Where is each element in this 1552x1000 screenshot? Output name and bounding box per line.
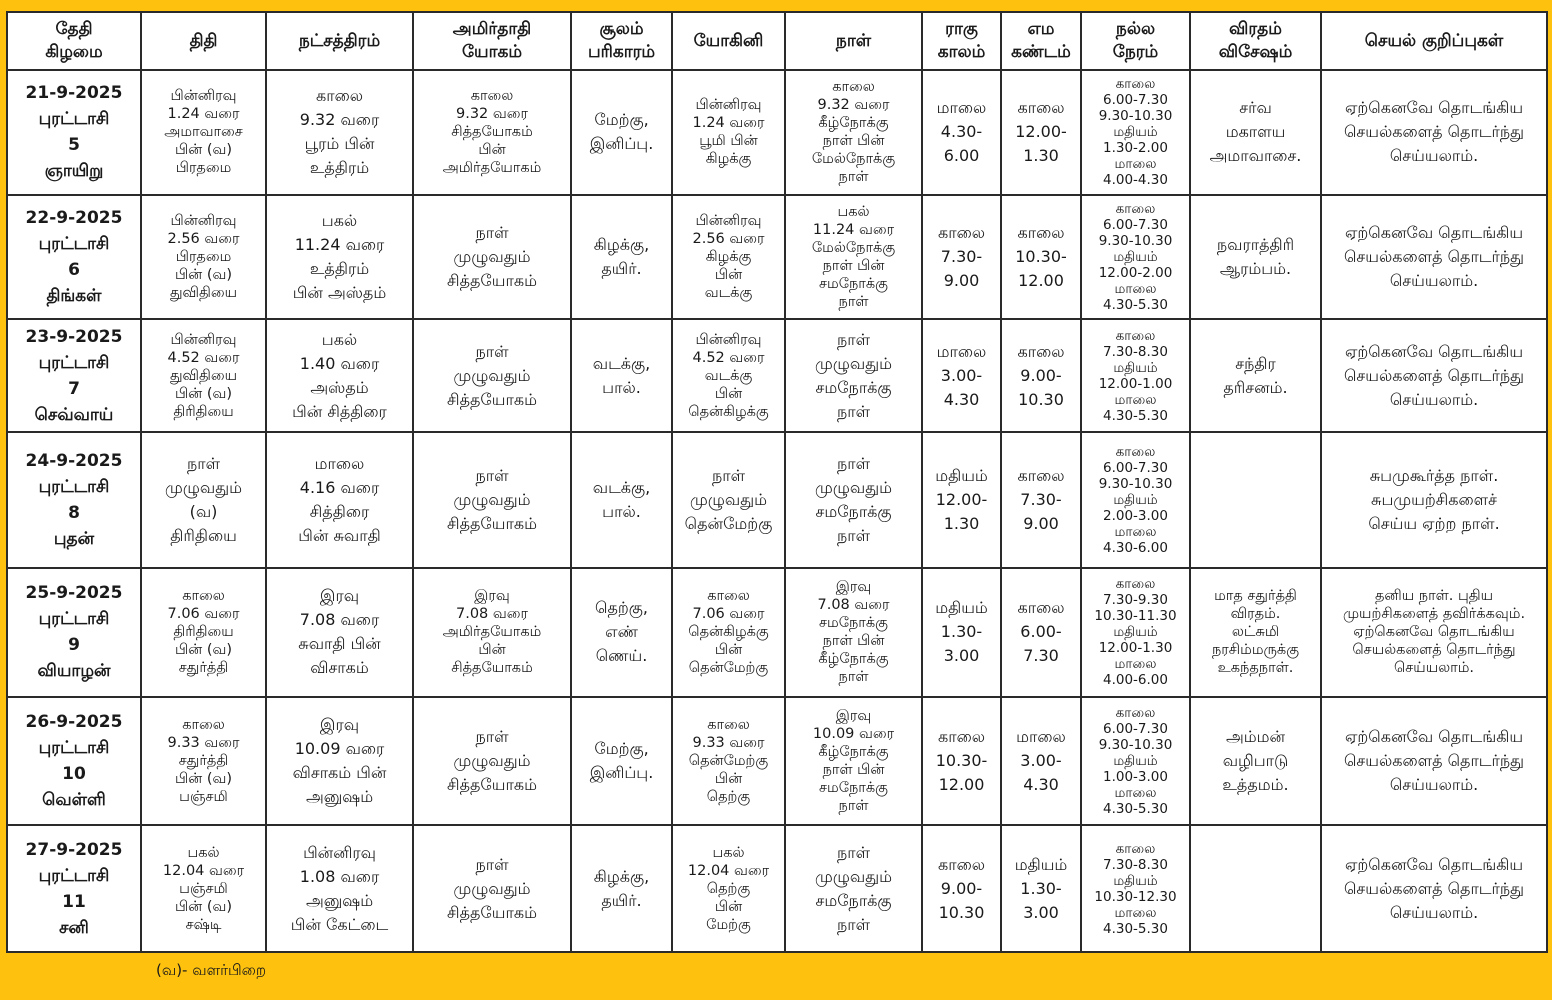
notes-cell: ஏற்கெனவே தொடங்கிய செயல்களைத் தொடர்ந்து செய்யலாம். <box>1321 70 1547 195</box>
ema-cell: காலை 10.30- 12.00 <box>1001 195 1081 320</box>
viratham-cell: சந்திர தரிசனம். <box>1190 319 1321 432</box>
footnote: (வ)- வளர்பிறை <box>156 961 267 979</box>
ema-cell: காலை 6.00- 7.30 <box>1001 568 1081 697</box>
yogini-cell: காலை 9.33 வரை தென்மேற்கு பின் தெற்கு <box>672 697 785 826</box>
date-cell: 25-9-2025 புரட்டாசி 9 வியாழன் <box>7 568 141 697</box>
header-nalla: நல்ல நேரம் <box>1081 12 1190 70</box>
header-soolam: சூலம் பரிகாரம் <box>571 12 672 70</box>
viratham-cell: அம்மன் வழிபாடு உத்தமம். <box>1190 697 1321 826</box>
date-cell: 26-9-2025 புரட்டாசி 10 வெள்ளி <box>7 697 141 826</box>
rahu-cell: காலை 7.30- 9.00 <box>922 195 1001 320</box>
header-row <box>7 12 1547 70</box>
viratham-cell <box>1190 825 1321 952</box>
viratham-cell: சர்வ மகாளய அமாவாசை. <box>1190 70 1321 195</box>
yogini-cell: பின்னிரவு 4.52 வரை வடக்கு பின் தென்கிழக்கு <box>672 319 785 432</box>
yogam-cell: நாள் முழுவதும் சித்தயோகம் <box>413 825 571 952</box>
table-row <box>7 697 1547 826</box>
naal-cell: காலை 9.32 வரை கீழ்நோக்கு நாள் பின் மேல்நோக்கு நாள் <box>785 70 922 195</box>
panchangam-table <box>6 11 1548 953</box>
thithi-cell: பின்னிரவு 4.52 வரை துவிதியை பின் (வ) திரிதியை <box>141 319 266 432</box>
nakshatra-cell: இரவு 10.09 வரை விசாகம் பின் அனுஷம் <box>266 697 413 826</box>
viratham-cell: நவராத்திரி ஆரம்பம். <box>1190 195 1321 320</box>
table-row <box>7 825 1547 952</box>
nalla-neram-cell: காலை 6.00-7.30 9.30-10.30 மதியம் 2.00-3.00 மாலை 4.30-6.00 <box>1081 432 1190 568</box>
ema-cell: மாலை 3.00- 4.30 <box>1001 697 1081 826</box>
soolam-cell: தெற்கு, எண் ணெய். <box>571 568 672 697</box>
nakshatra-cell: பகல் 1.40 வரை அஸ்தம் பின் சித்திரை <box>266 319 413 432</box>
thithi-cell: நாள் முழுவதும் (வ) திரிதியை <box>141 432 266 568</box>
thithi-cell: பின்னிரவு 1.24 வரை அமாவாசை பின் (வ) பிரதமை <box>141 70 266 195</box>
date-cell: 22-9-2025 புரட்டாசி 6 திங்கள் <box>7 195 141 320</box>
header-rahu: ராகு காலம் <box>922 12 1001 70</box>
header-yogam: அமிர்தாதி யோகம் <box>413 12 571 70</box>
naal-cell: பகல் 11.24 வரை மேல்நோக்கு நாள் பின் சமநோக்கு நாள் <box>785 195 922 320</box>
naal-cell: நாள் முழுவதும் சமநோக்கு நாள் <box>785 432 922 568</box>
header-yogini: யோகினி <box>672 12 785 70</box>
table-row <box>7 568 1547 697</box>
ema-cell: காலை 12.00- 1.30 <box>1001 70 1081 195</box>
naal-cell: நாள் முழுவதும் சமநோக்கு நாள் <box>785 319 922 432</box>
notes-cell: தனிய நாள். புதிய முயற்சிகளைத் தவிர்க்கவும். ஏற்கெனவே தொடங்கிய செயல்களைத் தொடர்ந்து செய்யலாம். <box>1321 568 1547 697</box>
yogini-cell: பின்னிரவு 1.24 வரை பூமி பின் கிழக்கு <box>672 70 785 195</box>
nalla-neram-cell: காலை 7.30-8.30 மதியம் 12.00-1.00 மாலை 4.30-5.30 <box>1081 319 1190 432</box>
ema-cell: மதியம் 1.30- 3.00 <box>1001 825 1081 952</box>
soolam-cell: மேற்கு, இனிப்பு. <box>571 70 672 195</box>
nakshatra-cell: பின்னிரவு 1.08 வரை அனுஷம் பின் கேட்டை <box>266 825 413 952</box>
yogam-cell: நாள் முழுவதும் சித்தயோகம் <box>413 432 571 568</box>
thithi-cell: காலை 7.06 வரை திரிதியை பின் (வ) சதுர்த்தி <box>141 568 266 697</box>
table-row <box>7 195 1547 320</box>
header-thithi: திதி <box>141 12 266 70</box>
naal-cell: நாள் முழுவதும் சமநோக்கு நாள் <box>785 825 922 952</box>
nalla-neram-cell: காலை 6.00-7.30 9.30-10.30 மதியம் 1.00-3.00 மாலை 4.30-5.30 <box>1081 697 1190 826</box>
header-viratham: விரதம் விசேஷம் <box>1190 12 1321 70</box>
rahu-cell: மதியம் 12.00- 1.30 <box>922 432 1001 568</box>
header-notes: செயல் குறிப்புகள் <box>1321 12 1547 70</box>
soolam-cell: மேற்கு, இனிப்பு. <box>571 697 672 826</box>
ema-cell: காலை 9.00- 10.30 <box>1001 319 1081 432</box>
nalla-neram-cell: காலை 7.30-8.30 மதியம் 10.30-12.30 மாலை 4.30-5.30 <box>1081 825 1190 952</box>
thithi-cell: காலை 9.33 வரை சதுர்த்தி பின் (வ) பஞ்சமி <box>141 697 266 826</box>
date-cell: 23-9-2025 புரட்டாசி 7 செவ்வாய் <box>7 319 141 432</box>
naal-cell: இரவு 10.09 வரை கீழ்நோக்கு நாள் பின் சமநோக்கு நாள் <box>785 697 922 826</box>
date-cell: 27-9-2025 புரட்டாசி 11 சனி <box>7 825 141 952</box>
rahu-cell: மதியம் 1.30- 3.00 <box>922 568 1001 697</box>
soolam-cell: வடக்கு, பால். <box>571 432 672 568</box>
yogini-cell: பின்னிரவு 2.56 வரை கிழக்கு பின் வடக்கு <box>672 195 785 320</box>
nakshatra-cell: இரவு 7.08 வரை சுவாதி பின் விசாகம் <box>266 568 413 697</box>
notes-cell: ஏற்கெனவே தொடங்கிய செயல்களைத் தொடர்ந்து செய்யலாம். <box>1321 697 1547 826</box>
header-ema: எம கண்டம் <box>1001 12 1081 70</box>
naal-cell: இரவு 7.08 வரை சமநோக்கு நாள் பின் கீழ்நோக்கு நாள் <box>785 568 922 697</box>
yogam-cell: நாள் முழுவதும் சித்தயோகம் <box>413 319 571 432</box>
yogini-cell: பகல் 12.04 வரை தெற்கு பின் மேற்கு <box>672 825 785 952</box>
table-row <box>7 432 1547 568</box>
ema-cell: காலை 7.30- 9.00 <box>1001 432 1081 568</box>
date-cell: 21-9-2025 புரட்டாசி 5 ஞாயிறு <box>7 70 141 195</box>
viratham-cell <box>1190 432 1321 568</box>
nakshatra-cell: பகல் 11.24 வரை உத்திரம் பின் அஸ்தம் <box>266 195 413 320</box>
yogam-cell: இரவு 7.08 வரை அமிர்தயோகம் பின் சித்தயோகம் <box>413 568 571 697</box>
nakshatra-cell: காலை 9.32 வரை பூரம் பின் உத்திரம் <box>266 70 413 195</box>
notes-cell: ஏற்கெனவே தொடங்கிய செயல்களைத் தொடர்ந்து செய்யலாம். <box>1321 825 1547 952</box>
nalla-neram-cell: காலை 7.30-9.30 10.30-11.30 மதியம் 12.00-1.30 மாலை 4.00-6.00 <box>1081 568 1190 697</box>
notes-cell: ஏற்கெனவே தொடங்கிய செயல்களைத் தொடர்ந்து செய்யலாம். <box>1321 319 1547 432</box>
yogam-cell: நாள் முழுவதும் சித்தயோகம் <box>413 697 571 826</box>
rahu-cell: மாலை 3.00- 4.30 <box>922 319 1001 432</box>
header-date: தேதி கிழமை <box>7 12 141 70</box>
header-nakshatra: நட்சத்திரம் <box>266 12 413 70</box>
yogam-cell: காலை 9.32 வரை சித்தயோகம் பின் அமிர்தயோகம் <box>413 70 571 195</box>
header-naal: நாள் <box>785 12 922 70</box>
yogini-cell: காலை 7.06 வரை தென்கிழக்கு பின் தென்மேற்கு <box>672 568 785 697</box>
viratham-cell: மாத சதுர்த்தி விரதம். லட்சுமி நரசிம்மருக்கு உகந்தநாள். <box>1190 568 1321 697</box>
nakshatra-cell: மாலை 4.16 வரை சித்திரை பின் சுவாதி <box>266 432 413 568</box>
soolam-cell: வடக்கு, பால். <box>571 319 672 432</box>
soolam-cell: கிழக்கு, தயிர். <box>571 195 672 320</box>
rahu-cell: காலை 10.30- 12.00 <box>922 697 1001 826</box>
table-row <box>7 319 1547 432</box>
thithi-cell: பகல் 12.04 வரை பஞ்சமி பின் (வ) சஷ்டி <box>141 825 266 952</box>
table-row <box>7 70 1547 195</box>
soolam-cell: கிழக்கு, தயிர். <box>571 825 672 952</box>
yogini-cell: நாள் முழுவதும் தென்மேற்கு <box>672 432 785 568</box>
nalla-neram-cell: காலை 6.00-7.30 9.30-10.30 மதியம் 12.00-2.00 மாலை 4.30-5.30 <box>1081 195 1190 320</box>
rahu-cell: மாலை 4.30- 6.00 <box>922 70 1001 195</box>
yogam-cell: நாள் முழுவதும் சித்தயோகம் <box>413 195 571 320</box>
rahu-cell: காலை 9.00- 10.30 <box>922 825 1001 952</box>
date-cell: 24-9-2025 புரட்டாசி 8 புதன் <box>7 432 141 568</box>
nalla-neram-cell: காலை 6.00-7.30 9.30-10.30 மதியம் 1.30-2.00 மாலை 4.00-4.30 <box>1081 70 1190 195</box>
thithi-cell: பின்னிரவு 2.56 வரை பிரதமை பின் (வ) துவிதியை <box>141 195 266 320</box>
notes-cell: சுபமுகூர்த்த நாள். சுபமுயற்சிகளைச் செய்ய ஏற்ற நாள். <box>1321 432 1547 568</box>
notes-cell: ஏற்கெனவே தொடங்கிய செயல்களைத் தொடர்ந்து செய்யலாம். <box>1321 195 1547 320</box>
